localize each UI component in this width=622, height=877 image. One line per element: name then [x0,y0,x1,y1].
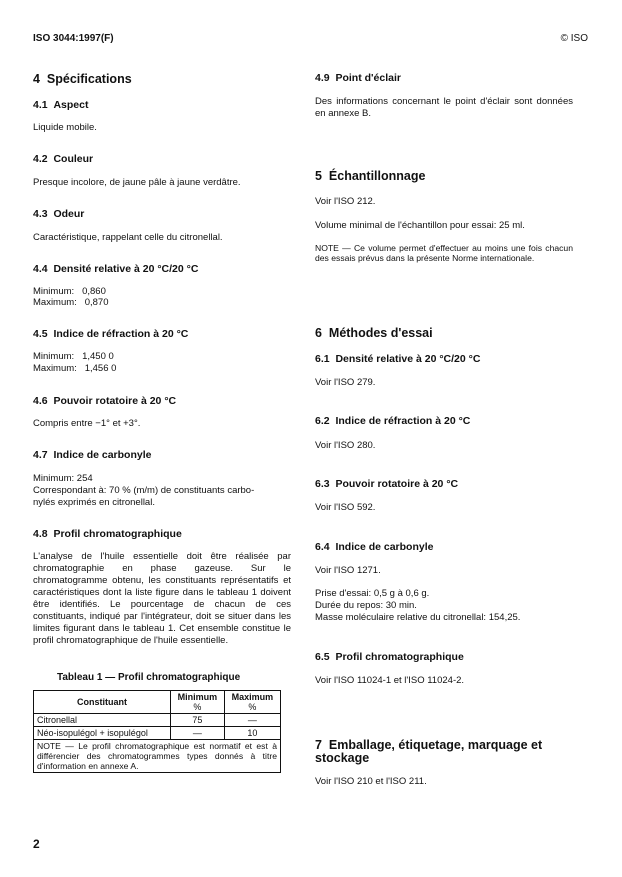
cell-constituent: Citronellal [34,714,171,727]
section-5-heading: 5 Échantillonnage [315,169,426,183]
section-6-2-heading: 6.2 Indice de réfraction à 20 °C [315,415,471,427]
section-5-text-1: Voir l'ISO 212. [315,196,376,207]
section-4-5-max: Maximum: 1,456 0 [33,363,117,374]
section-6-1-heading: 6.1 Densité relative à 20 °C/20 °C [315,353,481,365]
section-6-4-sample: Prise d'essai: 0,5 g à 0,6 g. [315,588,430,599]
table-note: NOTE — Le profil chromatographique est normatif et est à différencier des chromatogrammes types donnés à titre d'information en annexe A. [34,740,281,773]
section-4-2-heading: 4.2 Couleur [33,153,94,165]
section-6-3-heading: 6.3 Pouvoir rotatoire à 20 °C [315,478,459,490]
section-4-3-heading: 4.3 Odeur [33,208,85,220]
section-6-heading: 6 Méthodes d'essai [315,326,433,340]
section-4-9-text: Des informations concernant le point d'éclair sont données en annexe B. [315,96,573,119]
section-4-7-min: Minimum: 254 [33,473,93,484]
section-4-6-heading: 4.6 Pouvoir rotatoire à 20 °C [33,395,177,407]
section-6-4-heading: 6.4 Indice de carbonyle [315,541,434,553]
section-4-5-min: Minimum: 1,450 0 [33,351,114,362]
col-header-constituent: Constituant [34,691,171,714]
section-4-heading: 4 Spécifications [33,72,132,86]
section-4-8-text: L'analyse de l'huile essentielle doit être réalisée par chromatographie en phase gazeuse. Sur le chromatogramme obtenu, les constituants représentatifs et caractéristiques dont la liste figure dans le tableau 1 doivent être identifiés. Le pourcentage de chacun de ces constituants, indiqué par l'intégrateur, doit se situer dans les limites figurant dans le tableau 1. Cet ensemble constitue le profil chromatographique de l'huile essentielle. [33,551,291,646]
section-6-4-mass: Masse moléculaire relative du citronellal: 154,25. [315,612,521,623]
section-4-1-text: Liquide mobile. [33,122,97,133]
section-4-4-heading: 4.4 Densité relative à 20 °C/20 °C [33,263,199,275]
section-4-7-heading: 4.7 Indice de carbonyle [33,449,152,461]
cell-min: 75 [171,714,225,727]
section-4-4-max: Maximum: 0,870 [33,297,109,308]
section-4-9-heading: 4.9 Point d'éclair [315,72,401,84]
section-6-5-text: Voir l'ISO 11024-1 et l'ISO 11024-2. [315,675,465,686]
section-4-4-min: Minimum: 0,860 [33,286,106,297]
page-number: 2 [33,837,40,851]
section-4-5-heading: 4.5 Indice de réfraction à 20 °C [33,328,189,340]
section-4-1-heading: 4.1 Aspect [33,99,89,111]
section-7-text: Voir l'ISO 210 et l'ISO 211. [315,776,427,787]
section-4-2-text: Presque incolore, de jaune pâle à jaune verdâtre. [33,177,241,188]
section-6-2-text: Voir l'ISO 280. [315,440,376,451]
section-4-6-text: Compris entre −1° et +3°. [33,418,141,429]
section-4-7-line3: nylés exprimés en citronellal. [33,497,155,508]
section-6-3-text: Voir l'ISO 592. [315,502,376,513]
section-5-text-2: Volume minimal de l'échantillon pour essai: 25 ml. [315,220,525,231]
cell-min: — [171,727,225,740]
section-7-heading: 7 Emballage, étiquetage, marquage et stockage [315,738,543,765]
section-4-7-line2: Correspondant à: 70 % (m/m) de constituants carbo- [33,485,255,496]
cell-max: — [224,714,280,727]
chromatographic-profile-table [33,690,281,773]
cell-max: 10 [224,727,280,740]
section-6-5-heading: 6.5 Profil chromatographique [315,651,464,663]
standard-number: ISO 3044:1997(F) [33,33,114,44]
section-6-4-text: Voir l'ISO 1271. [315,565,381,576]
section-4-8-heading: 4.8 Profil chromatographique [33,528,182,540]
section-4-3-text: Caractéristique, rappelant celle du citronellal. [33,232,223,243]
col-header-min: Minimum % [171,691,225,714]
table-row [34,714,281,727]
copyright: © ISO [560,33,588,44]
table-caption: Tableau 1 — Profil chromatographique [57,672,241,683]
table-row [34,727,281,740]
col-header-max: Maximum % [224,691,280,714]
section-6-4-rest: Durée du repos: 30 min. [315,600,417,611]
cell-constituent: Néo-isopulégol + isopulégol [34,727,171,740]
section-5-note: NOTE — Ce volume permet d'effectuer au moins une fois chacun des essais prévus dans la présente Norme internationale. [315,243,573,263]
section-6-1-text: Voir l'ISO 279. [315,377,376,388]
